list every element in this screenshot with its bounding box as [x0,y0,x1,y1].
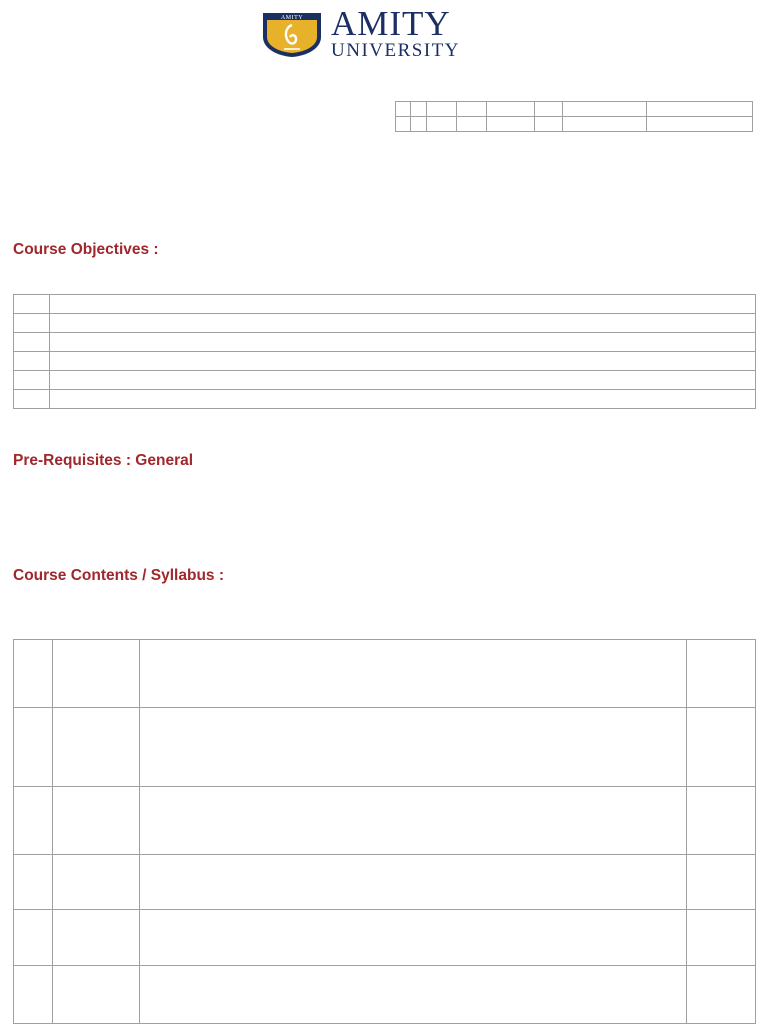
amity-emblem-icon [262,11,322,57]
objective-row [14,352,756,371]
objective-row [14,333,756,352]
code-table-row [396,117,753,132]
course-objectives-heading: Course Objectives : [13,241,159,258]
logo-wordmark [331,6,460,60]
course-objectives-table [13,294,756,409]
syllabus-row [14,910,756,966]
course-contents-heading: Course Contents / Syllabus : [13,567,225,584]
syllabus-row [14,708,756,787]
syllabus-row [14,966,756,1024]
objective-row [14,314,756,333]
university-name: AMITY [331,4,451,43]
code-table-row [396,102,753,117]
syllabus-row [14,855,756,910]
syllabus-row [14,787,756,855]
prerequisites-heading: Pre-Requisites : General [13,452,194,469]
objective-row [14,295,756,314]
university-subtitle: UNIVERSITY [331,40,460,61]
syllabus-table [13,639,756,1024]
course-code-table [395,101,753,132]
objective-row [14,390,756,409]
emblem-text: AMITY [280,15,304,21]
objective-row [14,371,756,390]
syllabus-header-row [14,640,756,708]
amity-logo [262,4,508,61]
